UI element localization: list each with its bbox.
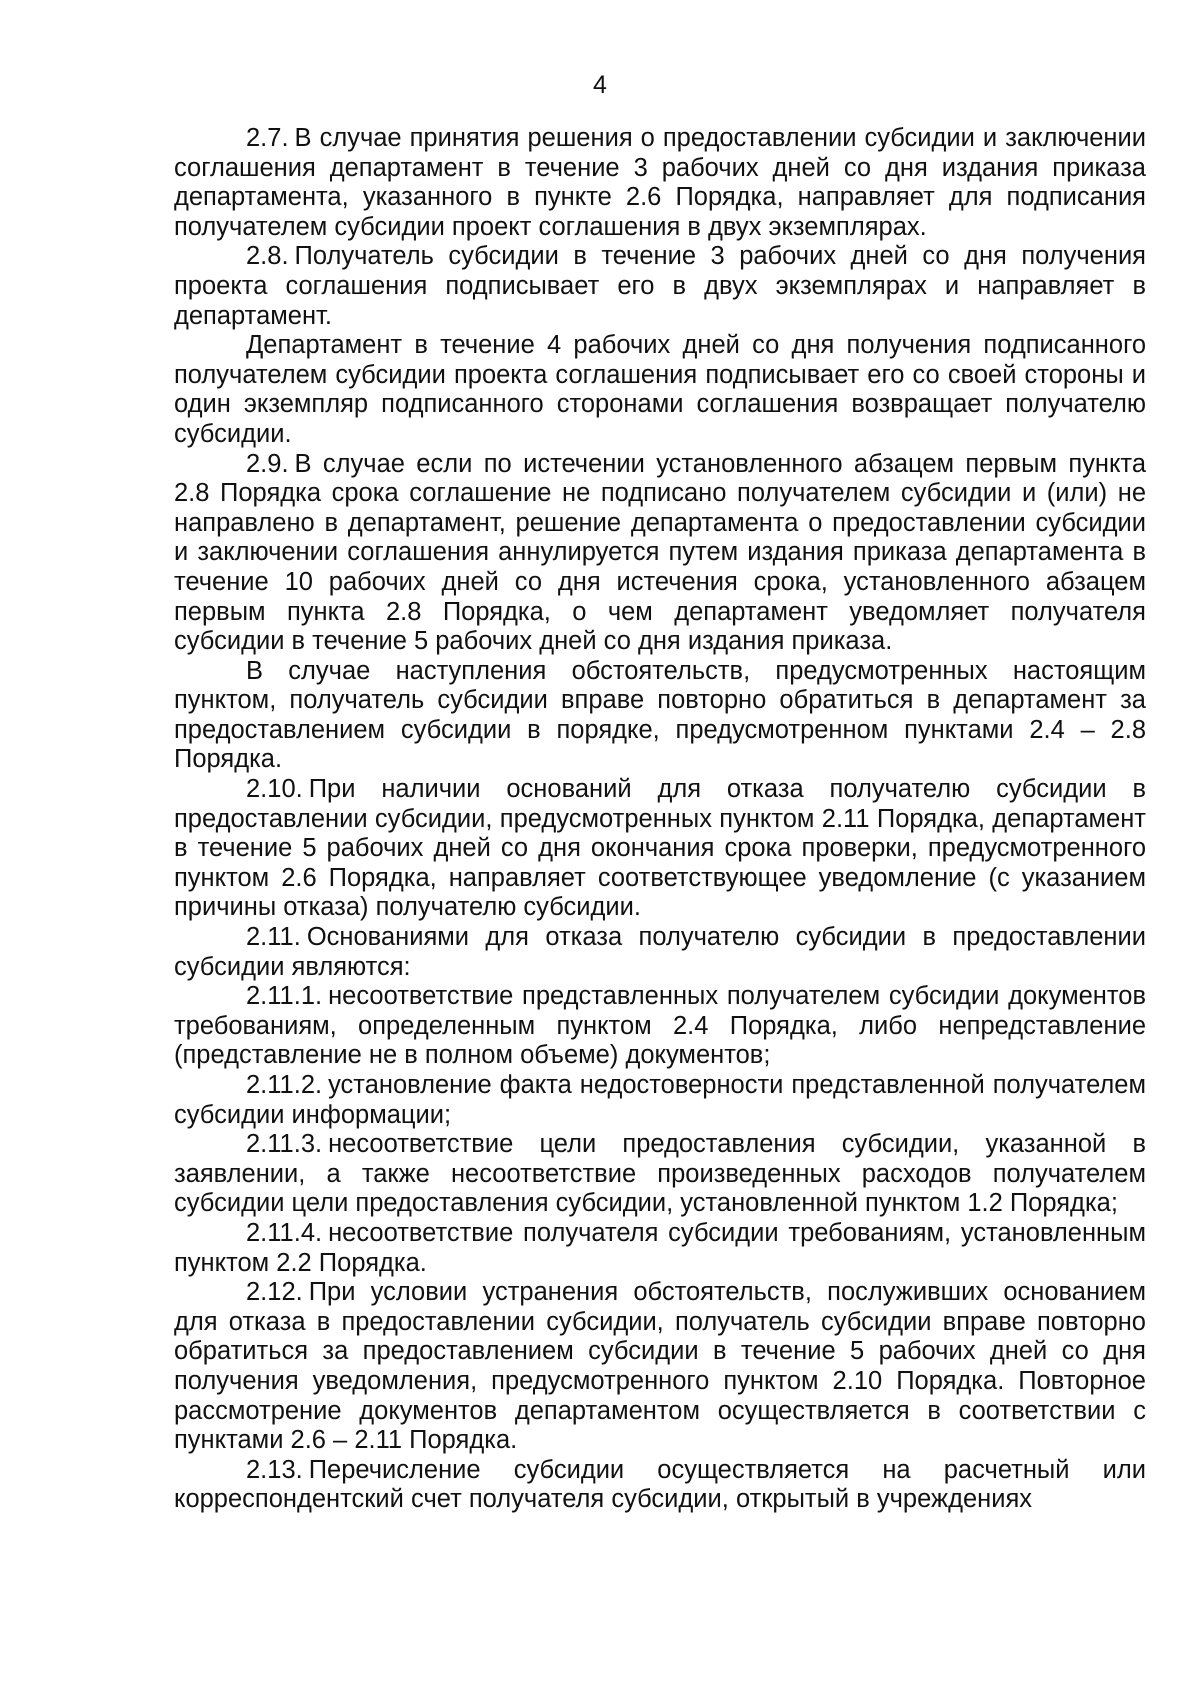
paragraph-2-11-1 xyxy=(174,982,1146,1071)
paragraph-2-9 xyxy=(174,450,1146,657)
paragraph-2-13 xyxy=(174,1456,1146,1515)
paragraph-2-8-second xyxy=(174,331,1146,449)
paragraph-2-10 xyxy=(174,775,1146,923)
paragraph-text: В случае если по истечении установленного абзацем первым пункта 2.8 Порядка срока соглашение не подписано получателем субсидии и (или) не направлено в департамент, решение департамента о предоставлении субсидии и заключении соглашения аннулируется путем издания приказа департамента в течение 10 рабочих дней со дня истечения срока, установленного абзацем первым пункта 2.8 Порядка, о чем департамент уведомляет получателя субсидии в течение 5 рабочих дней со дня издания приказа. xyxy=(174,449,1146,656)
paragraph-text: В случае наступления обстоятельств, предусмотренных настоящим пунктом, получатель субсидии вправе повторно обратиться в департамент за предоставлением субсидии в порядке, предусмотренном пунктами 2.4 – 2.8 Порядка. xyxy=(174,656,1146,774)
paragraph-text: В случае принятия решения о предоставлении субсидии и заключении соглашения департамент в течение 3 рабочих дней со дня издания приказа департамента, указанного в пункте 2.6 Порядка, направляет для подписания получателем субсидии проект соглашения в двух экземплярах. xyxy=(174,124,1146,241)
page-number: 4 xyxy=(593,71,607,99)
paragraph-text: Основаниями для отказа получателю субсидии в предоставлении субсидии являются: xyxy=(174,923,1146,981)
paragraph-text: Департамент в течение 4 рабочих дней со дня получения подписанного получателем субсидии проекта соглашения подписывает его со своей стороны и один экземпляр подписанного сторонами соглашения возвращает получателю субсидии. xyxy=(174,331,1146,448)
paragraph-2-11-3 xyxy=(174,1130,1146,1219)
paragraph-2-12 xyxy=(174,1278,1146,1456)
clause-number: 2.11.2. xyxy=(246,1071,323,1099)
paragraph-text: При условии устранения обстоятельств, послуживших основанием для отказа в предоставлении субсидии, получатель субсидии вправе повторно обратиться за предоставлением субсидии в течение 5 рабочих дней со дня получения уведомления, предусмотренного пунктом 2.10 Порядка. Повторное рассмотрение документов департаментом осуществляется в соответствии с пунктами 2.6 – 2.11 Порядка. xyxy=(174,1278,1146,1455)
document-body xyxy=(174,124,1146,1515)
clause-number: 2.11.1. xyxy=(246,982,323,1011)
paragraph-text: несоответствие получателя субсидии требованиям, установленным пунктом 2.2 Порядка. xyxy=(174,1218,1146,1277)
paragraph-2-8 xyxy=(174,242,1146,331)
clause-number: 2.9. xyxy=(246,449,289,478)
clause-number: 2.12. xyxy=(246,1278,303,1307)
paragraph-2-11-2 xyxy=(174,1071,1146,1130)
paragraph-text: несоответствие цели предоставления субсидии, указанной в заявлении, а также несоответствие произведенных расходов получателем субсидии цели предоставления субсидии, установленной пунктом 1.2 Порядка; xyxy=(174,1130,1146,1218)
clause-number: 2.11.3. xyxy=(246,1130,323,1159)
paragraph-text: несоответствие представленных получателем субсидии документов требованиям, определенным пунктом 2.4 Порядка, либо непредставление (представление не в полном объеме) документов; xyxy=(174,982,1146,1070)
clause-number: 2.7. xyxy=(246,124,289,152)
clause-number: 2.13. xyxy=(246,1455,303,1484)
paragraph-text: установление факта недостоверности представленной получателем субсидии информации; xyxy=(174,1071,1146,1129)
paragraph-2-7 xyxy=(174,124,1146,242)
paragraph-text: Перечисление субсидии осуществляется на расчетный или корреспондентский счет получателя субсидии, открытый в учреждениях xyxy=(174,1455,1146,1514)
clause-number: 2.11. xyxy=(246,923,301,952)
paragraph-2-11 xyxy=(174,923,1146,982)
clause-number: 2.10. xyxy=(246,775,303,804)
paragraph-text: При наличии оснований для отказа получателю субсидии в предоставлении субсидии, предусмотренных пунктом 2.11 Порядка, департамент в течение 5 рабочих дней со дня окончания срока проверки, предусмотренного пунктом 2.6 Порядка, направляет соответствующее уведомление (с указанием причины отказа) получателю субсидии. xyxy=(174,775,1146,922)
paragraph-text: Получатель субсидии в течение 3 рабочих дней со дня получения проекта соглашения подписывает его в двух экземплярах и направляет в департамент. xyxy=(174,242,1146,330)
paragraph-2-9-second xyxy=(174,657,1146,775)
clause-number: 2.8. xyxy=(246,242,289,271)
paragraph-2-11-4 xyxy=(174,1219,1146,1278)
clause-number: 2.11.4. xyxy=(246,1218,323,1247)
